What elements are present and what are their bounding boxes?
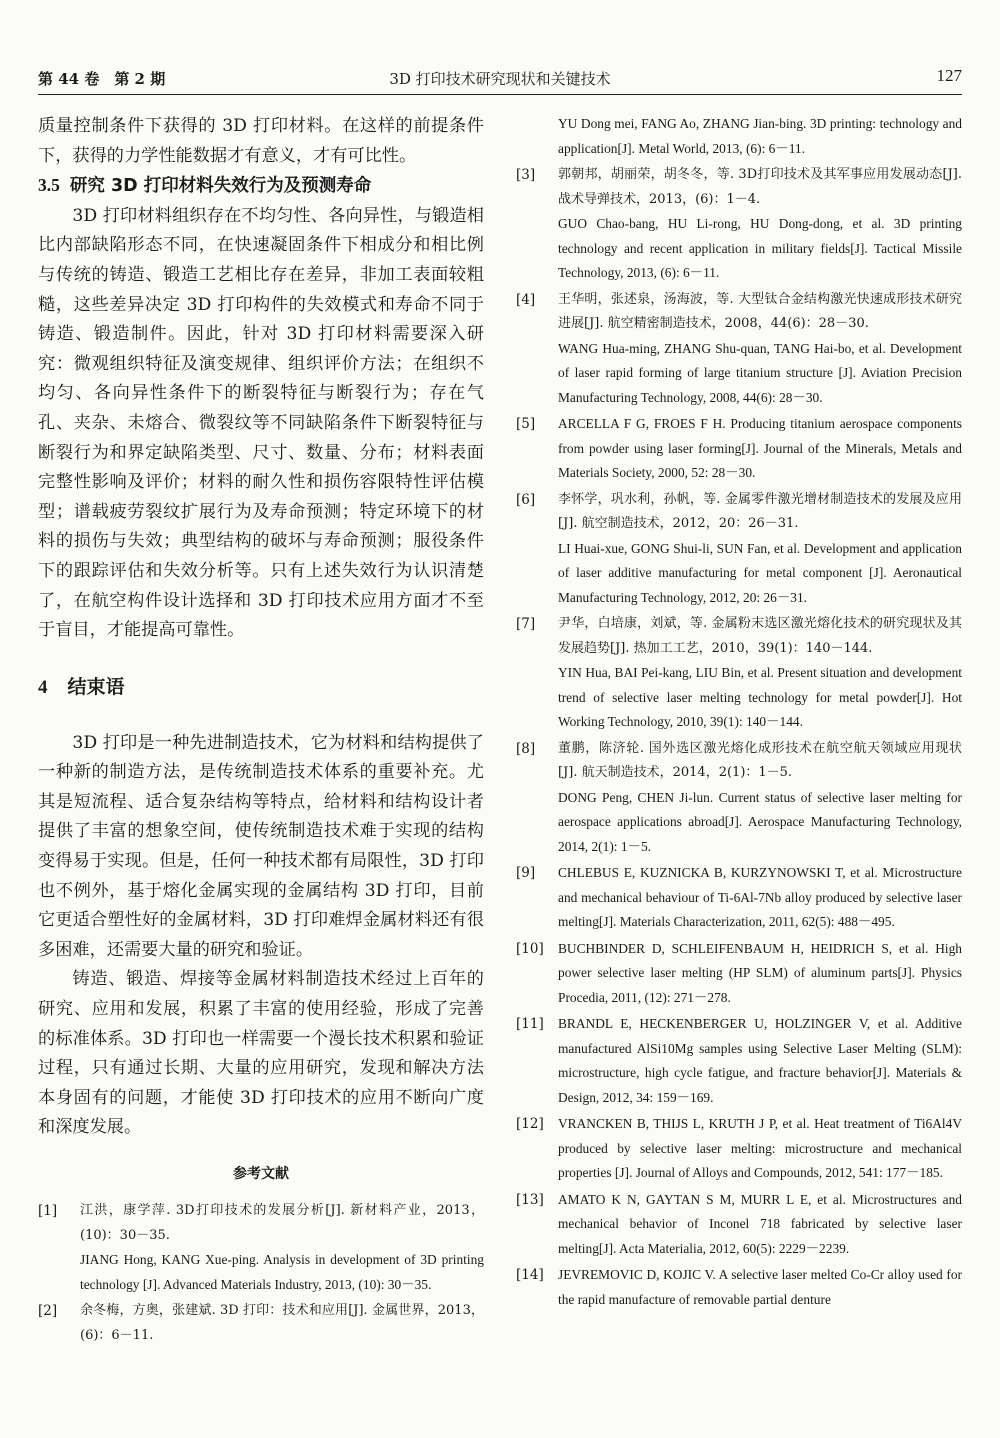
conclusion-paragraph-2: 铸造、锻造、焊接等金属材料制造技术经过上百年的研究、应用和发展，积累了丰富的使用经验，形成了完善的标准体系。3D 打印也一样需要一个漫长技术积累和验证过程，只有通过长期、大量的应用研究，发现和解决方法本身固有的问题，才能使 3D 打印技术的应用不断向广度和深度发展。 — [38, 969, 484, 1138]
reference-en: BRANDL E, HECKENBERGER U, HOLZINGER V, et al. Additive manufactured AlSi10Mg samples using Selective Laser Melting (SLM): microstructure, high cycle fatigue, and fracture behavior[J]. Materials & Design, 2012, 34: 159－169. — [558, 1016, 962, 1105]
reference-number: [11] — [516, 1016, 544, 1032]
reference-en: YIN Hua, BAI Pei-kang, LIU Bin, et al. Present situation and development trend of selective laser melting technology for metal powder[J]. Hot Working Technology, 2010, 39(1): 140－144. — [558, 665, 962, 729]
section-3-5-heading — [38, 171, 484, 202]
section-number: 3.5 — [38, 175, 60, 196]
reference-number: [13] — [516, 1191, 544, 1208]
reference-item-continued — [516, 112, 962, 161]
reference-en: JEVREMOVIC D, KOJIC V. A selective laser melted Co-Cr alloy used for the rapid manufacture of removable partial denture — [558, 1267, 962, 1307]
reference-zh: 董鹏，陈济轮. 国外选区激光熔化成形技术在航空航天领域应用现状[J]. 航天制造技术，2014，2(1)：1－5. — [558, 740, 962, 780]
reference-item — [516, 1112, 962, 1186]
reference-en: YU Dong mei, FANG Ao, ZHANG Jian-bing. 3D printing: technology and application[J]. Metal World, 2013, (6): 6－11. — [558, 116, 962, 156]
reference-en: WANG Hua-ming, ZHANG Shu-quan, TANG Hai-bo, et al. Development of laser rapid forming of large titanium structure [J]. Aviation Precision Manufacturing Technology, 2008, 44(6): 28－30. — [558, 340, 962, 405]
reference-number: [4] — [516, 291, 536, 308]
reference-item — [38, 1299, 484, 1348]
reference-number: [8] — [516, 740, 536, 757]
reference-number: [7] — [516, 616, 536, 632]
section-4-heading — [38, 672, 484, 699]
reference-item — [516, 1012, 962, 1110]
reference-item — [516, 488, 962, 611]
reference-zh: 郭朝邦，胡丽荣，胡冬冬，等. 3D打印技术及其军事应用发展动态[J]. 战术导弹技术，2013，(6)：1－4. — [558, 167, 962, 207]
reference-zh: 李怀学，巩水利，孙帆，等. 金属零件激光增材制造技术的发展及应用[J]. 航空制造技术，2012，20：26－31. — [558, 491, 962, 531]
reference-item — [38, 1199, 484, 1297]
running-title: 3D 打印技术研究现状和关键技术 — [389, 70, 611, 88]
reference-item — [516, 163, 962, 286]
left-column — [38, 112, 484, 1350]
reference-en: ARCELLA F G, FROES F H. Producing titanium aerospace components from powder using laser forming[J]. Journal of the Minerals, Metals and Materials Society, 2000, 52: 28－30. — [558, 416, 962, 480]
reference-number: [14] — [516, 1267, 544, 1283]
reference-item — [516, 937, 962, 1011]
references-heading: 参考文献 — [233, 1166, 289, 1182]
reference-item — [516, 861, 962, 935]
reference-number: [12] — [516, 1116, 544, 1132]
reference-zh: 江洪，康学萍. 3D打印技术的发展分析[J]. 新材料产业，2013，(10)：30－35. — [80, 1203, 484, 1243]
reference-item — [516, 288, 962, 411]
reference-number: [10] — [516, 940, 544, 957]
page-number: 127 — [936, 66, 962, 85]
reference-en: GUO Chao-bang, HU Li-rong, HU Dong-dong, et al. 3D printing technology and recent application in military fields[J]. Tactical Missile Technology, 2013, (6): 6－11. — [558, 216, 962, 280]
reference-number: [6] — [516, 491, 536, 508]
reference-zh: 尹华，白培康，刘斌，等. 金属粉末选区激光熔化技术的研究现状及其发展趋势[J]. 热加工工艺，2010，39(1)：140－144. — [558, 616, 962, 656]
running-header — [38, 64, 962, 95]
reference-en: JIANG Hong, KANG Xue-ping. Analysis in development of 3D printing technology [J]. Advanced Materials Industry, 2013, (10): 30－35. — [80, 1252, 484, 1292]
reference-en: BUCHBINDER D, SCHLEIFENBAUM H, HEIDRICH S, et al. High power selective laser melting (HP SLM) of aluminum parts[J]. Physics Procedia, 2011, (12): 271－278. — [558, 940, 962, 1005]
section-title: 研究 3D 打印材料失效行为及预测寿命 — [69, 176, 372, 197]
right-column — [516, 112, 962, 1314]
reference-en: CHLEBUS E, KUZNICKA B, KURZYNOWSKI T, et al. Microstructure and mechanical behaviour of Ti-6Al-7Nb alloy produced by selective laser melting[J]. Materials Characterization, 2011, 62(5): 488－495. — [558, 865, 962, 929]
section-title: 结束语 — [67, 675, 125, 698]
journal-volume: 第 44 卷 第 2 期 — [38, 70, 166, 88]
conclusion-paragraph-1: 3D 打印是一种先进制造技术，它为材料和结构提供了一种新的制造方法，是传统制造技术体系的重要补充。尤其是短流程、适合复杂结构等特点，给材料和结构设计者提供了丰富的想象空间，使传统制造技术难于实现的结构变得易于实现。但是，任何一种技术都有局限性，3D 打印也不例外，基于熔化金属实现的金属结构 3D 打印，目前它更适合塑性好的金属材料，3D 打印难焊金属材料还有很多困难，还需要大量的研究和验证。 — [38, 732, 484, 960]
reference-number: [1] — [38, 1203, 58, 1219]
reference-number: [5] — [516, 416, 536, 432]
reference-number: [2] — [38, 1303, 58, 1319]
reference-en: DONG Peng, CHEN Ji-lun. Current status of selective laser melting for aerospace applications abroad[J]. Aerospace Manufacturing Technology, 2014, 2(1): 1－5. — [558, 789, 962, 854]
reference-item — [516, 1188, 962, 1262]
continued-paragraph: 质量控制条件下获得的 3D 打印材料。在这样的前提条件下，获得的力学性能数据才有意义，才有可比性。 — [38, 116, 484, 166]
reference-en: VRANCKEN B, THIJS L, KRUTH J P, et al. Heat treatment of Ti6Al4V produced by selective laser melting: microstructure and mechanical properties [J]. Journal of Alloys and Compounds, 2012, 541: 177－185. — [558, 1116, 962, 1180]
reference-zh: 王华明，张述泉，汤海波，等. 大型钛合金结构激光快速成形技术研究进展[J]. 航空精密制造技术，2008，44(6)：28－30. — [558, 291, 962, 331]
reference-en: LI Huai-xue, GONG Shui-li, SUN Fan, et al. Development and application of laser additive manufacturing for metal component [J]. Aeronautical Manufacturing Technology, 2012, 20: 26－31. — [558, 540, 962, 605]
reference-item — [516, 612, 962, 735]
reference-number: [9] — [516, 865, 536, 881]
reference-zh: 余冬梅，方奥，张建斌. 3D 打印：技术和应用[J]. 金属世界，2013，(6)：6－11. — [80, 1303, 484, 1343]
reference-item — [516, 737, 962, 860]
reference-item — [516, 1263, 962, 1312]
reference-en: AMATO K N, GAYTAN S M, MURR L E, et al. Microstructures and mechanical behavior of Inconel 718 fabricated by selective laser melting[J]. Acta Materialia, 2012, 60(5): 2229－2239. — [558, 1191, 962, 1256]
section-number: 4 — [38, 676, 48, 698]
section-3-5-paragraph: 3D 打印材料组织存在不均匀性、各向异性，与锻造相比内部缺陷形态不同，在快速凝固条件下相成分和相比例与传统的铸造、锻造工艺相比存在差异，非加工表面较粗糙，这些差异决定 3D 打印构件的失效模式和寿命不同于铸造、锻造制件。因此，针对 3D 打印材料需要深入研究：微观组织特征及演变规律、组织评价方法；在组织不均匀、各向异性条件下的断裂特征与断裂行为；存在气孔、夹杂、未熔合、微裂纹等不同缺陷条件下断裂特征与断裂行为和界定缺陷类型、尺寸、数量、分布；材料表面完整性影响及评价；材料的耐久性和损伤容限特性评估模型；谱载疲劳裂纹扩展行为及寿命预测；特定环境下的材料的损伤与失效；典型结构的破坏与寿命预测；服役条件下的跟踪评估和失效分析等。只有上述失效行为认识清楚了，在航空构件设计选择和 3D 打印技术应用方面才不至于盲目，才能提高可靠性。 — [38, 205, 484, 641]
reference-number: [3] — [516, 167, 536, 183]
reference-item — [516, 412, 962, 486]
